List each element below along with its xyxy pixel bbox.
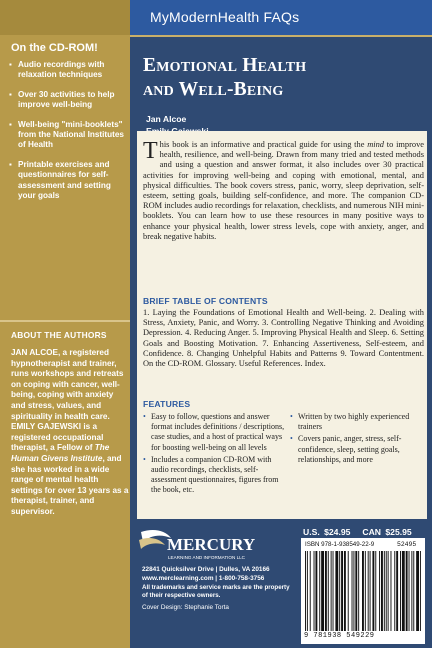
barcode-bar — [355, 551, 357, 631]
feature-item: • Written by two highly experienced trainers — [290, 412, 422, 432]
price-can: CAN $25.95 — [362, 527, 412, 537]
publisher-street: 22841 Quicksilver Drive | Dulles, VA 20166 — [142, 566, 270, 573]
cd-rom-item: ▪ Over 30 activities to help improve well-being — [9, 90, 127, 111]
publisher-name: MERCURY — [167, 535, 256, 554]
price-line — [303, 527, 412, 537]
mercury-logo — [137, 526, 297, 564]
description-part2: to improve health, resilience, and well-being. Drawn from many tried and tested methods and using a question and answer format, it also includes over 30 practical activities for improving well-being and coping with emotional, mental, and physical difficulties. The book covers stress, panic, worry, sleep deprivation, self-esteem, setting goals, building self-confidence, and more. The companion CD-ROM includes audio recordings for relaxation, checklists, and numerous NIH mini-booklets. You can learn how to use these resources in many positive ways to enhance your physical health, lower stress levels, cope with anxiety, anger, and break negative habits. — [143, 140, 424, 241]
barcode-bar — [325, 551, 327, 631]
barcode-bar — [420, 551, 421, 631]
price-addon: 52495 — [397, 541, 417, 548]
author-1: Jan Alcoe — [146, 114, 187, 124]
barcode-bar — [416, 551, 419, 631]
cd-rom-heading: On the CD-ROM! — [11, 42, 98, 54]
barcode-bar — [391, 551, 392, 631]
drop-cap: T — [143, 138, 158, 164]
series-label: MyModernHealth FAQs — [150, 9, 300, 25]
feature-item: • Includes a companion CD-ROM with audio recordings, checklists, self-assessment questionnaires, figures from the book, etc. — [143, 455, 285, 496]
about-authors-heading: ABOUT THE AUTHORS — [11, 330, 107, 340]
book-title — [143, 54, 428, 102]
cd-rom-list — [9, 60, 127, 210]
about-emily-institute: The Human Givens Institute — [11, 443, 110, 463]
about-jan: JAN ALCOE, a registered hypnotherapist and trainer, runs workshops and retreats on coping with cancer, well-being, coping with anxiety and stress, values, and spirituality in health care. — [11, 348, 124, 421]
features-left-list — [143, 412, 285, 498]
barcode-bar — [307, 551, 308, 631]
toc-heading: BRIEF TABLE OF CONTENTS — [143, 296, 268, 306]
barcode-bar — [339, 551, 340, 631]
barcode-bar — [335, 551, 338, 631]
isbn-label: ISBN 978-1-938549-22-9 — [305, 541, 375, 548]
publisher-subname: LEARNING AND INFORMATION LLC — [168, 555, 245, 560]
feature-item: • Easy to follow, questions and answer format includes definitions / descriptions, case studies, and a host of practical ways for boosting well-being on all levels — [143, 412, 285, 453]
about-emily-part2: , and she has worked in a wide range of mental health settings for over 13 years as a therapist, trainer, and supervisor. — [11, 453, 129, 516]
barcode-bar — [409, 551, 410, 631]
cd-rom-item: ▪ Well-being "mini-booklets" from the National Institutes of Health — [9, 120, 127, 151]
trademark-note: All trademarks and service marks are the property of their respective owners. — [142, 584, 290, 600]
barcode-bars — [305, 551, 421, 631]
barcode-bar — [375, 551, 376, 631]
barcode-bar — [413, 551, 414, 631]
barcode-bar — [305, 551, 306, 631]
barcode-bar — [319, 551, 320, 631]
barcode-bar — [411, 551, 412, 631]
barcode-bar — [396, 551, 398, 631]
features-right-list — [290, 412, 422, 467]
barcode-bar — [328, 551, 329, 631]
barcode-box — [301, 538, 425, 644]
about-emily — [11, 422, 129, 517]
left-top-band — [0, 0, 130, 35]
book-title-line1: Emotional Health — [143, 55, 307, 76]
toc-text: 1. Laying the Foundations of Emotional Health and Well-being. 2. Dealing with Stress, Anxiety, Panic, and Worry. 3. Controlling Negative Thinking and Avoiding Depression. 4. Reducing Anger. 5. Improving Physical Health and Sleep. 6. Setting Goals and Boosting Motivation. 7. Enhancing Assertiveness, Self-esteem, and Confidence. 8. Changing Unhelpful Habits and Patterns 9. Toward Contentment. On the CD-ROM. Glossary. Useful References. Index. — [143, 308, 424, 369]
barcode-bar — [321, 551, 324, 631]
barcode-bar — [368, 551, 369, 631]
publisher-contact: www.merclearning.com | 1-800-758-3756 — [142, 575, 265, 582]
cd-rom-item: ▪ Printable exercises and questionnaires for self-assessment and setting your goals — [9, 160, 127, 202]
barcode-bar — [358, 551, 359, 631]
wing-icon-lower — [139, 538, 165, 549]
barcode-bar — [315, 551, 317, 631]
barcode-bar — [344, 551, 346, 631]
description-mind: mind — [367, 140, 384, 149]
barcode-bar — [310, 551, 311, 631]
barcode-bar — [362, 551, 364, 631]
barcode-bar — [379, 551, 380, 631]
description-part1: his book is an informative and practical guide for using the — [159, 140, 368, 149]
barcode-bar — [388, 551, 389, 631]
series-bar — [130, 0, 432, 35]
cd-rom-item: ▪ Audio recordings with relaxation techniques — [9, 60, 127, 81]
barcode-bar — [365, 551, 366, 631]
ean-number: 9 781938 549229 — [304, 632, 375, 640]
barcode-bar — [348, 551, 349, 631]
barcode-bar — [333, 551, 334, 631]
price-us: U.S. $24.95 — [303, 527, 351, 537]
about-authors-text — [11, 348, 129, 518]
barcode-bar — [341, 551, 343, 631]
barcode-bar — [386, 551, 387, 631]
sidebar-divider — [0, 320, 130, 322]
features-heading: FEATURES — [143, 399, 191, 409]
barcode-bar — [314, 551, 315, 631]
barcode-bar — [370, 551, 371, 631]
barcode-bar — [394, 551, 395, 631]
barcode-bar — [331, 551, 332, 631]
barcode-bar — [400, 551, 401, 631]
book-title-line2: and Well-Being — [143, 79, 284, 100]
barcode-bar — [381, 551, 383, 631]
barcode-bar — [352, 551, 353, 631]
cover-design-credit: Cover Design: Stephanie Torta — [142, 604, 229, 611]
barcode-bar — [353, 551, 354, 631]
barcode-bar — [372, 551, 374, 631]
series-underline — [130, 35, 432, 37]
barcode-bar — [406, 551, 408, 631]
publisher-address — [142, 565, 270, 583]
barcode-bar — [384, 551, 385, 631]
book-description — [143, 140, 424, 242]
feature-item: • Covers panic, anger, stress, self-confidence, sleep, setting goals, relationships, and more — [290, 434, 422, 465]
barcode-bar — [402, 551, 405, 631]
about-emily-part1: EMILY GAJEWSKI is a registered occupational therapist, a Fellow of — [11, 422, 104, 453]
